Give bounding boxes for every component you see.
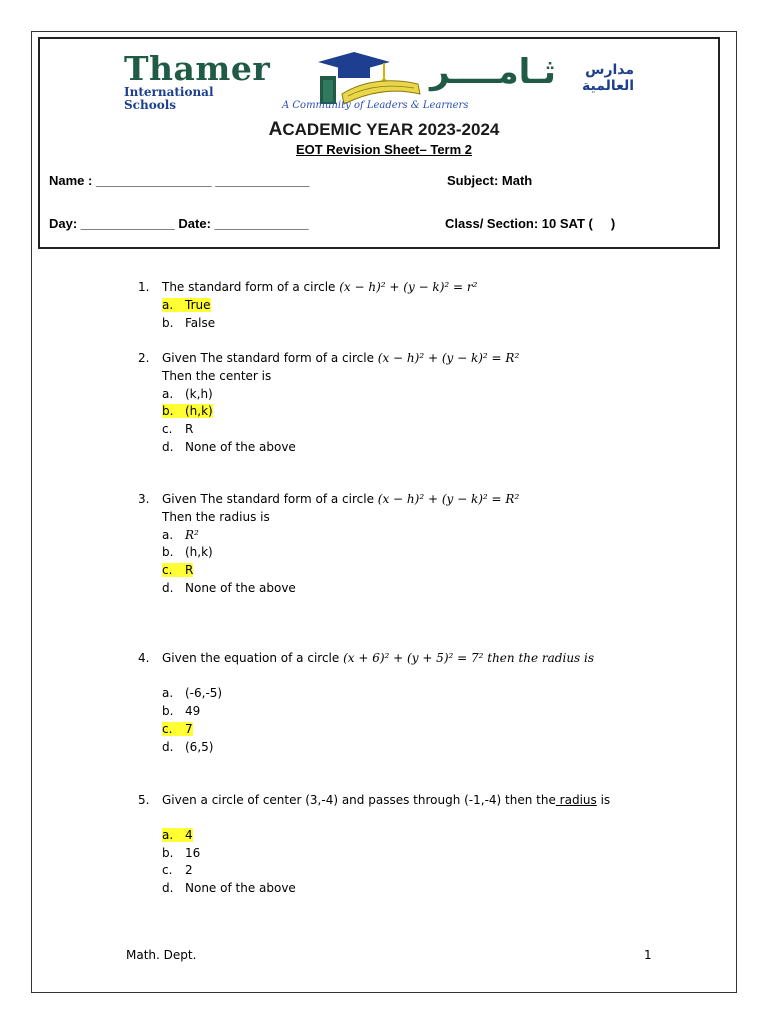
- option-text: None of the above: [185, 581, 296, 595]
- option-a[interactable]: [162, 686, 222, 700]
- question-subtext: Then the radius is: [162, 510, 270, 524]
- day-date-field[interactable]: Day: _____________ Date: _____________: [49, 216, 309, 231]
- question-number: 3.: [138, 492, 150, 506]
- question-number: 4.: [138, 651, 150, 665]
- question-stem: Given a circle of center (3,-4) and passes through (-1,-4) then the: [162, 793, 556, 807]
- option-text: 4: [185, 828, 193, 842]
- option-letter: d.: [162, 881, 174, 895]
- option-letter: c.: [162, 422, 173, 436]
- school-sub-1: International: [124, 85, 214, 99]
- option-a[interactable]: [162, 828, 193, 842]
- page-number: 1: [644, 948, 652, 962]
- option-d[interactable]: [162, 881, 296, 895]
- question-equation: (x − h)² + (y − k)² = R²: [377, 351, 520, 365]
- question-number: 5.: [138, 793, 150, 807]
- academic-year-rest: CADEMIC YEAR 2023-2024: [282, 120, 500, 139]
- option-b[interactable]: [162, 846, 200, 860]
- option-c[interactable]: [162, 422, 193, 436]
- question-text: [162, 351, 519, 365]
- arabic-sub-1: مدارس: [585, 62, 635, 78]
- class-section-field[interactable]: Class/ Section: 10 SAT ( ): [445, 216, 616, 231]
- name-field[interactable]: Name : ________________ _____________: [49, 173, 310, 188]
- school-logo-english: [124, 49, 271, 112]
- option-letter: a.: [162, 387, 174, 401]
- option-d[interactable]: [162, 740, 213, 754]
- footer-department: Math. Dept.: [126, 948, 197, 962]
- question-stem: Given The standard form of a circle: [162, 351, 378, 365]
- option-letter: a.: [162, 828, 174, 842]
- question-text: [162, 651, 594, 665]
- option-letter: a.: [162, 298, 174, 312]
- question-number: 2.: [138, 351, 150, 365]
- option-b[interactable]: [162, 545, 213, 559]
- option-text: (h,k): [185, 545, 213, 559]
- question-text: [162, 793, 610, 807]
- option-letter: b.: [162, 846, 174, 860]
- option-text: 2: [185, 863, 193, 877]
- option-b[interactable]: [162, 404, 213, 418]
- option-letter: d.: [162, 581, 174, 595]
- option-text: None of the above: [185, 881, 296, 895]
- option-text: 49: [185, 704, 201, 718]
- option-letter: b.: [162, 545, 174, 559]
- option-letter: b.: [162, 316, 174, 330]
- option-a[interactable]: [162, 387, 213, 401]
- option-text: True: [185, 298, 211, 312]
- question-stem: Given the equation of a circle: [162, 651, 344, 665]
- option-c[interactable]: [162, 563, 193, 577]
- option-letter: d.: [162, 740, 174, 754]
- option-text: R: [185, 422, 194, 436]
- option-a[interactable]: [162, 298, 211, 312]
- academic-year: [0, 119, 768, 141]
- option-letter: d.: [162, 440, 174, 454]
- school-sub-2: Schools: [124, 98, 177, 112]
- option-c[interactable]: [162, 722, 193, 736]
- question-equation: (x − h)² + (y − k)² = r²: [339, 280, 478, 294]
- option-b[interactable]: [162, 316, 215, 330]
- option-text: (6,5): [185, 740, 214, 754]
- option-text: 16: [185, 846, 201, 860]
- option-text: (-6,-5): [185, 686, 223, 700]
- option-text: None of the above: [185, 440, 296, 454]
- option-text: False: [185, 316, 216, 330]
- question-underlined-word: radius: [555, 793, 597, 807]
- question-text: [162, 280, 477, 294]
- option-a[interactable]: [162, 528, 199, 542]
- question-stem: Given The standard form of a circle: [162, 492, 378, 506]
- option-b[interactable]: [162, 704, 200, 718]
- option-letter: b.: [162, 404, 174, 418]
- school-name-arabic: ثـامــــر: [430, 52, 556, 92]
- option-d[interactable]: [162, 581, 296, 595]
- question-stem-end: is: [596, 793, 611, 807]
- question-text: [162, 492, 519, 506]
- option-text: (h,k): [185, 404, 213, 418]
- graduation-cap-icon: [314, 50, 424, 106]
- school-sub-arabic: [582, 62, 634, 94]
- option-letter: c.: [162, 863, 173, 877]
- option-letter: b.: [162, 704, 174, 718]
- school-tagline: A Community of Leaders & Learners: [282, 100, 469, 111]
- option-math: R²: [185, 528, 199, 542]
- option-letter: a.: [162, 528, 174, 542]
- option-text: R: [185, 563, 194, 577]
- question-stem: The standard form of a circle: [162, 280, 340, 294]
- option-letter: c.: [162, 563, 173, 577]
- subject-field: Subject: Math: [447, 173, 533, 188]
- sheet-title: EOT Revision Sheet– Term 2: [295, 142, 473, 157]
- question-number: 1.: [138, 280, 150, 294]
- option-c[interactable]: [162, 863, 193, 877]
- school-name: Thamer: [124, 49, 271, 88]
- arabic-sub-2: العالمية: [582, 78, 635, 94]
- academic-year-initial: A: [268, 119, 283, 140]
- option-letter: a.: [162, 686, 174, 700]
- option-letter: c.: [162, 722, 173, 736]
- option-text: (k,h): [185, 387, 213, 401]
- question-subtext: Then the center is: [162, 369, 272, 383]
- option-text: 7: [185, 722, 193, 736]
- question-equation: (x − h)² + (y − k)² = R²: [377, 492, 520, 506]
- question-equation: (x + 6)² + (y + 5)² = 7² then the radius is: [343, 651, 595, 665]
- option-d[interactable]: [162, 440, 296, 454]
